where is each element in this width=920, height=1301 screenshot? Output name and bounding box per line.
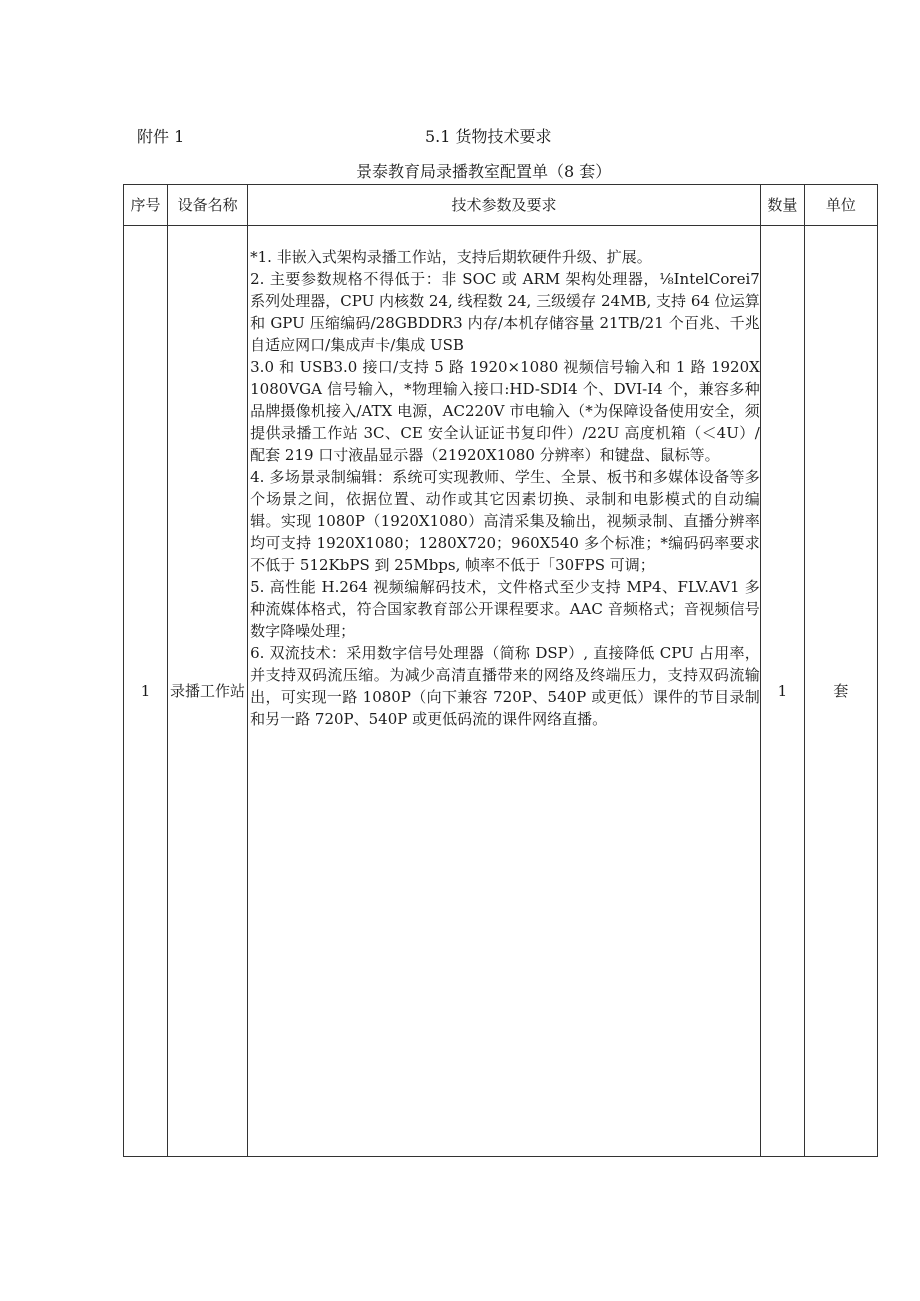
row-unit: 套 xyxy=(804,226,877,1157)
attachment-label: 附件 1 xyxy=(137,127,185,146)
col-header-unit: 单位 xyxy=(804,185,877,226)
spec-item-5: 5. 高性能 H.264 视频编解码技术，文件格式至少支持 MP4、FLV.AV1 多种流媒体格式，符合国家教育部公开课程要求。AAC 音频格式；音视频信号数字降噪处理； xyxy=(250,578,760,640)
col-header-no: 序号 xyxy=(124,185,168,226)
document-title: 5.1 货物技术要求 xyxy=(425,127,552,146)
row-qty: 1 xyxy=(760,226,804,1157)
spec-item-3: 3.0 和 USB3.0 接口/支持 5 路 1920×1080 视频信号输入和 1 路 1920X1080VGA 信号输入，*物理输入接口:HD-SDI4 个、DVI-I4 个，兼容多种品牌摄像机接入/ATX 电源，AC220V 市电输入（*为保障设备使用安全，须提供录播工作站 3C、CE 安全认证证书复印件）/22U 高度机箱（＜4U）/配套 219 口寸液晶显示器（21920X1080 分辨率）和键盘、鼠标等。 xyxy=(250,358,760,464)
col-header-name: 设备名称 xyxy=(168,185,248,226)
spec-item-4: 4. 多场景录制编辑：系统可实现教师、学生、全景、板书和多媒体设备等多个场景之间，依据位置、动作或其它因素切换、录制和电影模式的自动编辑。实现 1080P（1920X1080）高清采集及输出，视频录制、直播分辨率均可支持 1920X1080；1280X720；960X540 多个标准；*编码码率要求不低于 512KbPS 到 25Mbps, 帧率不低于「30FPS 可调； xyxy=(250,468,760,574)
row-no: 1 xyxy=(124,226,168,1157)
spec-item-1: *1. 非嵌入式架构录播工作站，支持后期软硬件升级、扩展。 xyxy=(250,248,652,266)
row-device-name: 录播工作站 xyxy=(168,226,248,1157)
table-header-row xyxy=(124,185,878,226)
spec-table xyxy=(123,184,878,1157)
col-header-qty: 数量 xyxy=(760,185,804,226)
document-subtitle: 景泰教育局录播教室配置单（8 套） xyxy=(356,162,612,181)
spec-item-2: 2. 主要参数规格不得低于：非 SOC 或 ARM 架构处理器，⅛IntelCorei7 系列处理器，CPU 内核数 24, 线程数 24, 三级缓存 24MB, 支持 64 位运算和 GPU 压缩编码/28GBDDR3 内存/本机存储容量 21TB/21 个百兆、千兆自适应网口/集成声卡/集成 USB xyxy=(250,270,760,354)
table-row xyxy=(124,226,878,1157)
col-header-spec: 技术参数及要求 xyxy=(248,185,761,226)
row-spec xyxy=(248,226,761,1157)
spec-item-6: 6. 双流技术：采用数字信号处理器（简称 DSP）, 直接降低 CPU 占用率，并支持双码流压缩。为减少高清直播带来的网络及终端压力，支持双码流输出，可实现一路 1080P（向下兼容 720P、540P 或更低）课件的节目录制和另一路 720P、540P 或更低码流的课件网络直播。 xyxy=(250,644,760,728)
